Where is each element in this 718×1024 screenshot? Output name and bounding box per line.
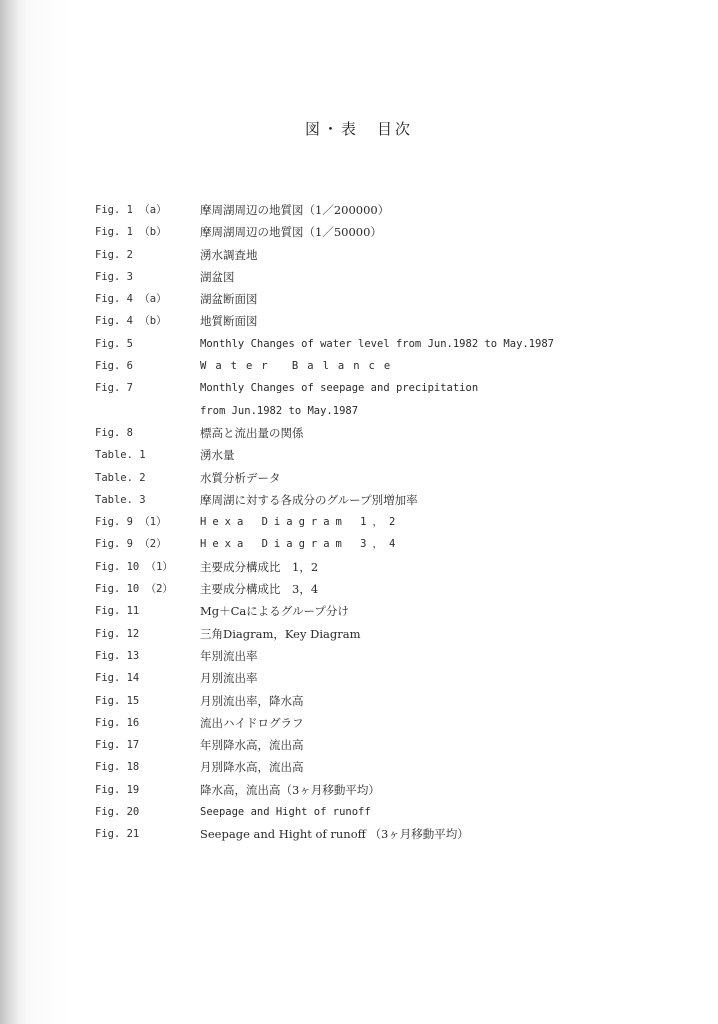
toc-entry [95, 221, 695, 243]
entry-description: 湖盆図 [200, 269, 235, 284]
entry-label: Fig. 1 （b） [95, 226, 167, 239]
entry-label: Fig. 10 （2） [95, 583, 173, 596]
toc-entry [95, 288, 695, 310]
entry-description: 年別降水高，流出高 [200, 738, 304, 753]
toc-entry [95, 244, 695, 266]
toc-entry [95, 556, 695, 578]
table-of-contents [95, 199, 695, 846]
entry-label: Fig. 11 [95, 605, 140, 618]
entry-label: Fig. 7 [95, 382, 133, 395]
toc-entry [95, 355, 695, 377]
entry-label: Fig. 9 （1） [95, 516, 167, 529]
toc-entry [95, 266, 695, 288]
entry-label [95, 400, 200, 422]
toc-entry [95, 623, 695, 645]
entry-description: Monthly Changes of water level from Jun.1982 to May.1987 [200, 337, 555, 350]
entry-label: Fig. 19 [95, 783, 140, 796]
entry-description: 水質分析データ [200, 470, 281, 485]
entry-description: from Jun.1982 to May.1987 [200, 404, 359, 417]
toc-entry [95, 533, 695, 555]
entry-label: Fig. 3 [95, 270, 133, 283]
entry-description: 主要成分構成比 1，2 [200, 559, 319, 574]
entry-label: Fig. 14 [95, 672, 140, 685]
entry-description: 主要成分構成比 3，4 [200, 582, 319, 597]
entry-description: 湧水調査地 [200, 247, 258, 262]
entry-label: Fig. 1 （a） [95, 204, 167, 216]
entry-label: Table. 2 [95, 471, 146, 484]
entry-label: Fig. 8 [95, 426, 133, 439]
toc-entry [95, 779, 695, 801]
entry-label: Fig. 15 [95, 694, 140, 707]
toc-entry [95, 377, 695, 399]
entry-description: 月別降水高，流出高 [200, 760, 304, 775]
entry-description: 湧水量 [200, 448, 235, 463]
toc-entry [95, 734, 695, 756]
entry-description: Seepage and Hight of runoff [200, 806, 371, 819]
entry-description: 摩周湖周辺の地質図（1／200000） [200, 203, 390, 217]
entry-description: Monthly Changes of seepage and precipitation [200, 382, 479, 395]
entry-description: 地質断面図 [200, 314, 258, 329]
toc-entry [95, 801, 695, 823]
entry-description: 流出ハイドログラフ [200, 715, 304, 730]
toc-entry [95, 511, 695, 533]
toc-entry [95, 712, 695, 734]
entry-label: Fig. 18 [95, 761, 140, 774]
entry-description: 月別流出率 [200, 671, 258, 686]
entry-description: 年別流出率 [200, 648, 258, 663]
entry-label: Fig. 4 （b） [95, 315, 167, 328]
entry-label: Fig. 17 [95, 739, 140, 752]
entry-label: Fig. 6 [95, 360, 133, 373]
toc-entry-continuation [95, 400, 695, 422]
toc-entry [95, 310, 695, 332]
entry-description: Hexa Diagram 1，2 [200, 516, 402, 529]
entry-description: 湖盆断面図 [200, 292, 258, 307]
toc-entry [95, 444, 695, 466]
entry-description: 摩周湖に対する各成分のグループ別増加率 [200, 492, 418, 507]
entry-description: 月別流出率，降水高 [200, 693, 304, 708]
entry-description: 降水高，流出高（3ヶ月移動平均） [200, 782, 380, 797]
entry-label: Fig. 4 （a） [95, 293, 167, 306]
entry-description: Hexa Diagram 3，4 [200, 538, 402, 551]
entry-label: Table. 3 [95, 493, 146, 506]
toc-entry [95, 578, 695, 600]
toc-entry [95, 600, 695, 622]
entry-label: Fig. 20 [95, 806, 140, 819]
entry-label: Fig. 2 [95, 248, 133, 261]
entry-description: Water Balance [200, 360, 400, 373]
toc-entry [95, 645, 695, 667]
entry-label: Fig. 12 [95, 627, 140, 640]
page-title: 図・表 目次 [304, 120, 413, 138]
entry-label: Fig. 9 （2） [95, 538, 167, 551]
entry-label: Fig. 16 [95, 716, 140, 729]
entry-label: Fig. 13 [95, 649, 140, 662]
toc-entry [95, 756, 695, 778]
toc-entry [95, 199, 695, 221]
entry-description: 標高と流出量の関係 [200, 425, 304, 440]
toc-entry [95, 467, 695, 489]
entry-label: Fig. 10 （1） [95, 560, 173, 573]
toc-entry [95, 823, 695, 845]
entry-description: 摩周湖周辺の地質図（1／50000） [200, 225, 382, 240]
toc-entry [95, 667, 695, 689]
book-spine-shadow [0, 0, 26, 1024]
entry-description: 三角Diagram，Key Diagram [200, 626, 361, 641]
entry-label: Fig. 5 [95, 337, 133, 350]
toc-entry [95, 422, 695, 444]
toc-entry [95, 690, 695, 712]
toc-entry [95, 333, 695, 355]
entry-description: Seepage and Hight of runoff （3ヶ月移動平均） [200, 827, 469, 842]
entry-description: Mg＋Caによるグループ分け [200, 604, 349, 619]
entry-label: Fig. 21 [95, 828, 140, 841]
toc-entry [95, 489, 695, 511]
entry-label: Table. 1 [95, 449, 146, 462]
